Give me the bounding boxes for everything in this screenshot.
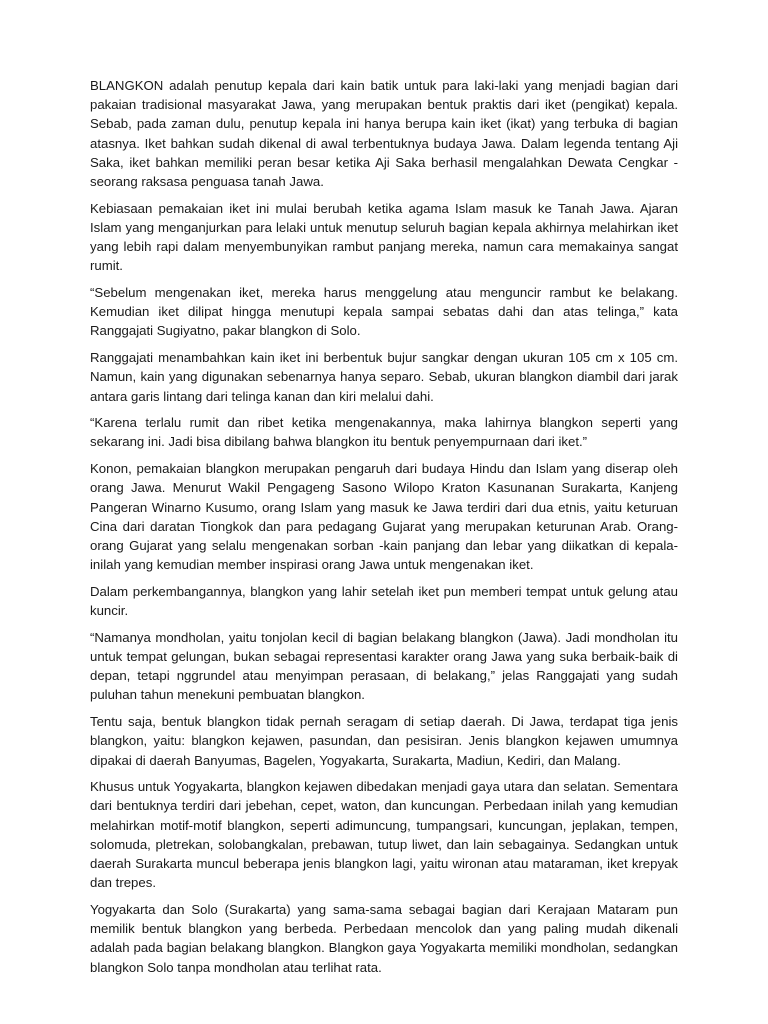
paragraph-1: BLANGKON adalah penutup kepala dari kain batik untuk para laki-laki yang menjadi bagian dari pakaian tradisional masyarakat Jawa, yang merupakan bentuk praktis dari iket (pengikat) kepala. Sebab, pada zaman dulu, penutup kepala ini hanya berupa kain iket (ikat) yang terbuka di bagian atasnya. Iket bahkan sudah dikenal di awal terbentuknya budaya Jawa. Dalam legenda tentang Aji Saka, iket bahkan memiliki peran besar ketika Aji Saka berhasil mengalahkan Dewata Cengkar -seorang raksasa penguasa tanah Jawa. [90,78,678,190]
paragraph-6: Konon, pemakaian blangkon merupakan pengaruh dari budaya Hindu dan Islam yang diserap oleh orang Jawa. Menurut Wakil Pengageng Sasono Wilopo Kraton Kasunanan Surakarta, Kanjeng Pangeran Winarno Kusumo, orang Islam yang masuk ke Jawa terdiri dari dua etnis, yaitu keturuan Cina dari daratan Tiongkok dan para pedagang Gujarat yang merupakan keturunan Arab. Orang-orang Gujarat yang selalu mengenakan sorban -kain panjang dan lebar yang diikatkan di kepala- inilah yang kemudian member inspirasi orang Jawa untuk mengenakan iket. [90,461,678,573]
paragraph-11: Yogyakarta dan Solo (Surakarta) yang sama-sama sebagai bagian dari Kerajaan Mataram pun memilik bentuk blangkon yang berbeda. Perbedaan mencolok dan yang paling mudah dikenali adalah pada bagian belakang blangkon. Blangkon gaya Yogyakarta memiliki mondholan, sedangkan blangkon Solo tanpa mondholan atau terlihat rata. [90,901,678,975]
paragraph-5: “Karena terlalu rumit dan ribet ketika mengenakannya, maka lahirnya blangkon seperti yang sekarang ini. Jadi bisa dibilang bahwa blangkon itu bentuk penyempurnaan dari iket.” [90,415,678,450]
paragraph-9: Tentu saja, bentuk blangkon tidak pernah seragam di setiap daerah. Di Jawa, terdapat tiga jenis blangkon, yaitu: blangkon kejawen, pasundan, dan pesisiran. Jenis blangkon kejawen umumnya dipakai di daerah Banyumas, Bagelen, Yogyakarta, Surakarta, Madiun, Kediri, dan Malang. [90,714,678,768]
paragraph-10: Khusus untuk Yogyakarta, blangkon kejawen dibedakan menjadi gaya utara dan selatan. Sementara dari bentuknya terdiri dari jebehan, cepet, waton, dan kuncungan. Perbedaan inilah yang kemudian melahirkan motif-motif blangkon, seperti adimuncung, tumpangsari, kuncungan, jeplakan, tempen, solomuda, pletrekan, solobangkalan, prebawan, tutup liwet, dan lain sebagainya. Sedangkan untuk daerah Surakarta muncul beberapa jenis blangkon lagi, yaitu wironan atau mataraman, iket krepyak dan trepes. [90,779,678,891]
document-page [90,76,678,984]
paragraph-7: Dalam perkembangannya, blangkon yang lahir setelah iket pun memberi tempat untuk gelung atau kuncir. [90,583,678,619]
paragraph-2: Kebiasaan pemakaian iket ini mulai berubah ketika agama Islam masuk ke Tanah Jawa. Ajaran Islam yang menganjurkan para lelaki untuk menutup seluruh bagian kepala akhirnya melahirkan iket yang lebih rapi dalam menyembunyikan rambut panjang mereka, namun cara memakainya sangat rumit. [90,200,678,274]
paragraph-8: “Namanya mondholan, yaitu tonjolan kecil di bagian belakang blangkon (Jawa). Jadi mondholan itu untuk tempat gelungan, bukan sebagai representasi karakter orang Jawa yang suka berbaik-baik di depan, tetapi nggrundel atau menyimpan perasaan, di belakang,” jelas Ranggajati yang sudah puluhan tahun menekuni pembuatan blangkon. [90,629,678,703]
paragraph-4: Ranggajati menambahkan kain iket ini berbentuk bujur sangkar dengan ukuran 105 cm x 105 cm. Namun, kain yang digunakan sebenarnya hanya separo. Sebab, ukuran blangkon diambil dari jarak antara garis lintang dari telinga kanan dan kiri melalui dahi. [90,350,678,404]
paragraph-3: “Sebelum mengenakan iket, mereka harus menggelung atau menguncir rambut ke belakang. Kemudian iket dilipat hingga menutupi kepala sampai sebatas dahi dan atas telinga,” kata Ranggajati Sugiyatno, pakar blangkon di Solo. [90,285,678,339]
